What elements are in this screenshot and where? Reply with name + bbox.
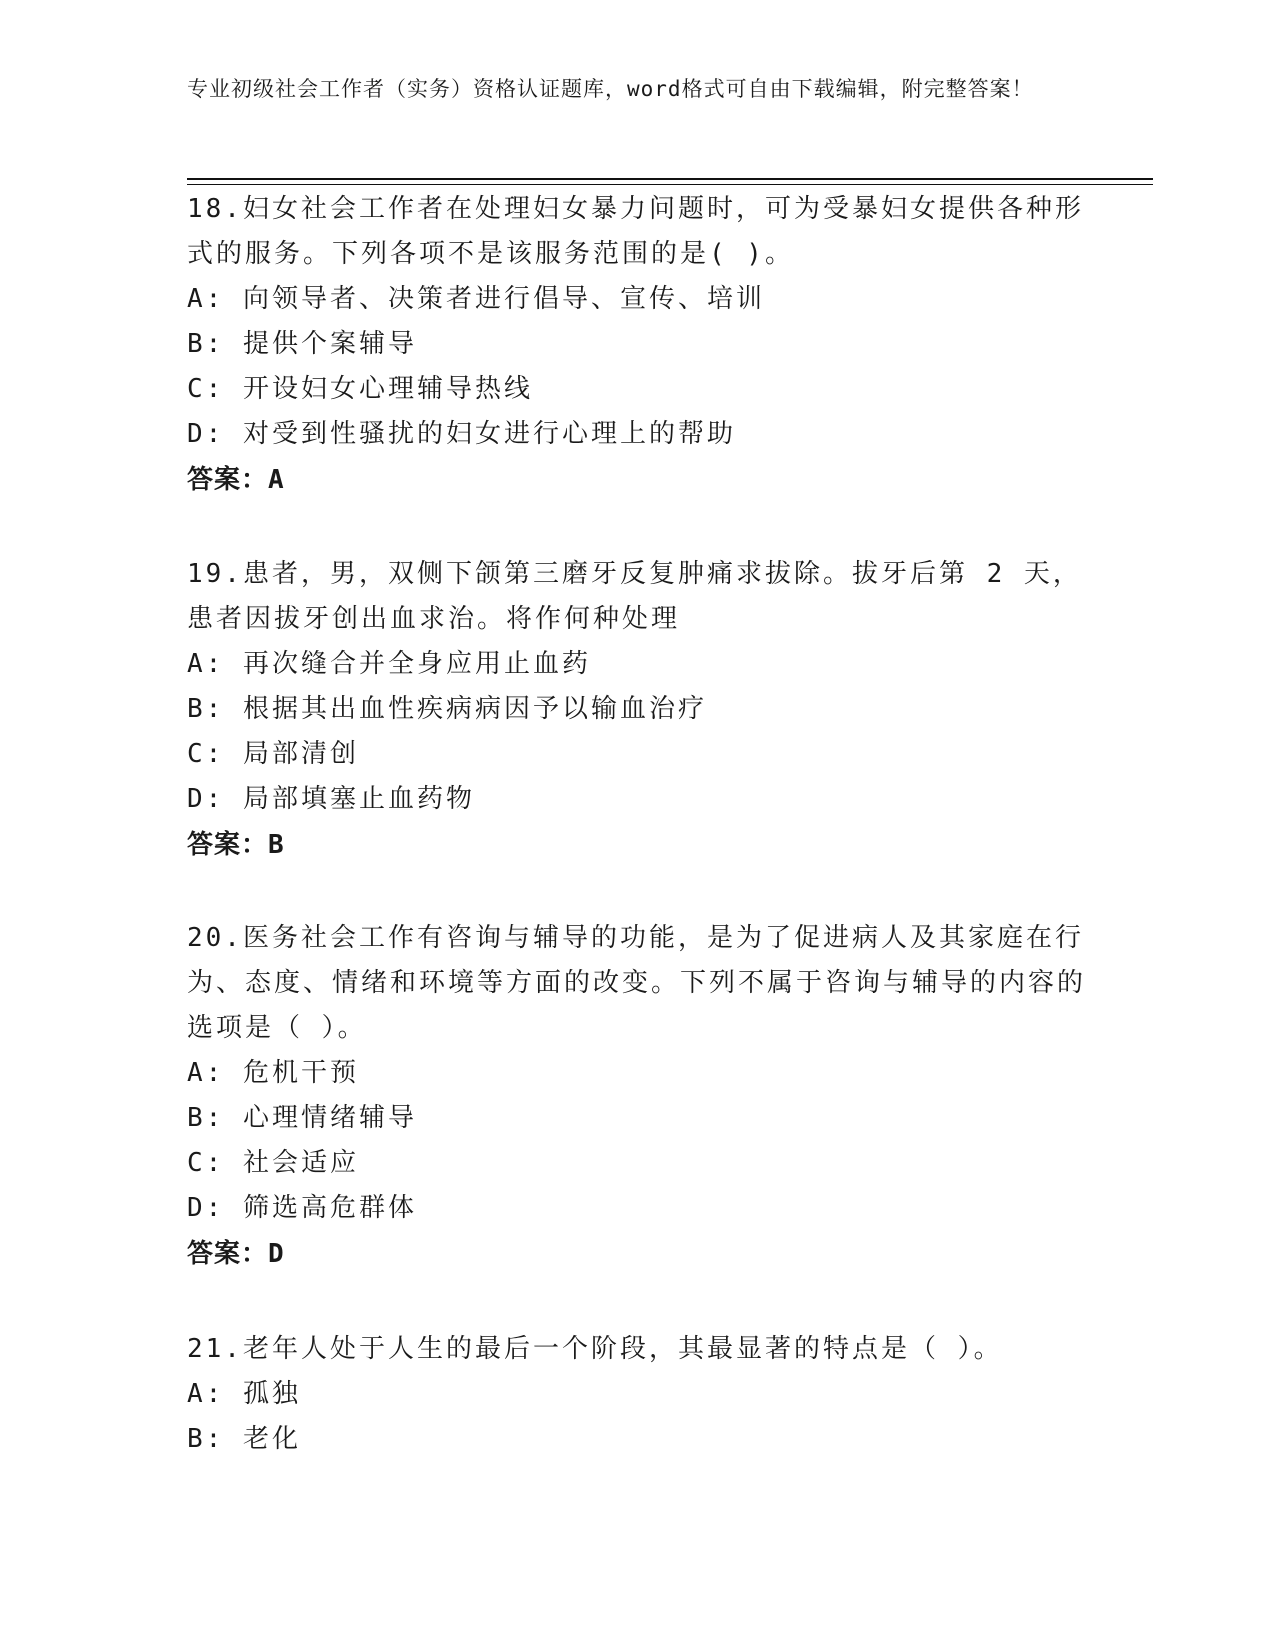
document-header: 专业初级社会工作者（实务）资格认证题库，word格式可自由下载编辑，附完整答案！ bbox=[187, 77, 1034, 101]
option-d: D: 筛选高危群体 bbox=[187, 1193, 417, 1223]
question-stem: 21.老年人处于人生的最后一个阶段，其最显著的特点是（ ）。 bbox=[187, 1334, 1003, 1364]
question-21 bbox=[187, 1327, 1087, 1462]
question-stem: 20.医务社会工作有咨询与辅导的功能，是为了促进病人及其家庭在行为、态度、情绪和环境等方面的改变。下列不属于咨询与辅导的内容的选项是（ ）。 bbox=[187, 923, 1087, 1043]
answer: 答案：B bbox=[187, 830, 285, 860]
option-a: A: 危机干预 bbox=[187, 1058, 359, 1088]
question-stem: 19.患者，男，双侧下颌第三磨牙反复肿痛求拔除。拔牙后第 2 天，患者因拔牙创出血求治。将作何种处理 bbox=[187, 559, 1082, 634]
option-a: A: 再次缝合并全身应用止血药 bbox=[187, 649, 591, 679]
option-b: B: 根据其出血性疾病病因予以输血治疗 bbox=[187, 694, 707, 724]
option-b: B: 提供个案辅导 bbox=[187, 329, 417, 359]
question-20 bbox=[187, 916, 1087, 1277]
option-a: A: 向领导者、决策者进行倡导、宣传、培训 bbox=[187, 284, 765, 314]
option-a: A: 孤独 bbox=[187, 1379, 301, 1409]
question-18 bbox=[187, 187, 1087, 503]
option-d: D: 局部填塞止血药物 bbox=[187, 784, 475, 814]
option-b: B: 老化 bbox=[187, 1424, 301, 1454]
option-b: B: 心理情绪辅导 bbox=[187, 1103, 417, 1133]
option-c: C: 开设妇女心理辅导热线 bbox=[187, 374, 533, 404]
question-19 bbox=[187, 552, 1087, 868]
header-divider-thin bbox=[187, 184, 1153, 185]
option-d: D: 对受到性骚扰的妇女进行心理上的帮助 bbox=[187, 419, 736, 449]
question-stem: 18.妇女社会工作者在处理妇女暴力问题时，可为受暴妇女提供各种形式的服务。下列各项不是该服务范围的是( )。 bbox=[187, 194, 1084, 269]
option-c: C: 局部清创 bbox=[187, 739, 359, 769]
answer: 答案：D bbox=[187, 1239, 285, 1269]
option-c: C: 社会适应 bbox=[187, 1148, 359, 1178]
header-divider-thick bbox=[187, 178, 1153, 180]
answer: 答案：A bbox=[187, 465, 285, 495]
